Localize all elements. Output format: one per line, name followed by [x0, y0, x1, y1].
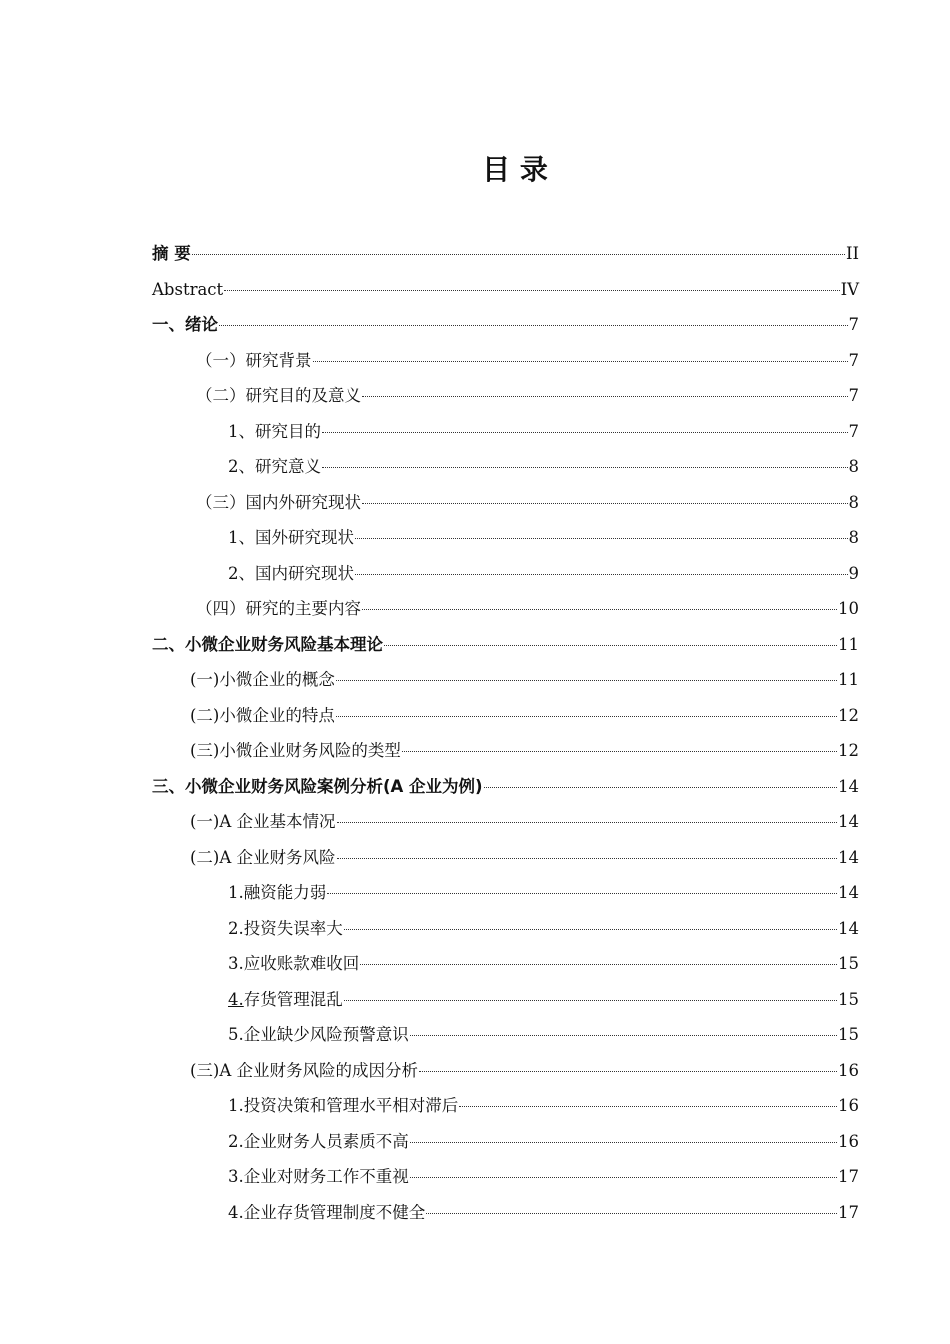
toc-entry-page-number: 7 — [848, 350, 859, 370]
toc-entry-label: (二)A 企业财务风险 — [190, 847, 336, 867]
toc-dot-leader — [355, 574, 848, 575]
toc-entry-label: 4.企业存货管理制度不健全 — [228, 1202, 426, 1222]
toc-dot-leader — [322, 432, 848, 433]
toc-entry-page-number: 16 — [838, 1096, 859, 1115]
toc-entry-label: 3.应收账款难收回 — [228, 954, 360, 973]
toc-entry[interactable] — [152, 591, 859, 627]
toc-entry[interactable] — [152, 911, 859, 947]
toc-entry-page-number: 17 — [838, 1202, 859, 1222]
toc-entry[interactable] — [152, 449, 859, 485]
toc-dot-leader — [336, 716, 837, 717]
toc-entry-page-number: 7 — [848, 315, 859, 334]
toc-entry[interactable] — [152, 1195, 859, 1231]
toc-entry[interactable] — [152, 1088, 859, 1124]
toc-dot-leader — [419, 1071, 837, 1072]
toc-dot-leader — [384, 645, 837, 646]
toc-entry-label: 摘 要 — [152, 244, 191, 263]
toc-dot-leader — [337, 858, 837, 859]
toc-entry-page-number: 12 — [838, 741, 859, 760]
toc-entry[interactable] — [152, 946, 859, 982]
toc-entry[interactable] — [152, 414, 859, 450]
toc-dot-leader — [322, 467, 848, 468]
toc-entry[interactable] — [152, 485, 859, 521]
toc-dot-leader — [360, 964, 837, 965]
toc-dot-leader — [327, 893, 837, 894]
toc-entry-page-number: 14 — [838, 812, 859, 831]
toc-entry-page-number: 11 — [838, 634, 859, 654]
toc-entry-page-number: 8 — [848, 492, 859, 512]
toc-entry[interactable] — [152, 272, 859, 308]
toc-entry-page-number: 8 — [848, 457, 859, 476]
toc-entry-page-number: II — [845, 244, 859, 263]
toc-entry[interactable] — [152, 698, 859, 734]
toc-dot-leader — [402, 751, 837, 752]
toc-entry-page-number: 11 — [838, 670, 859, 689]
toc-entry[interactable] — [152, 733, 859, 769]
toc-entry[interactable] — [152, 662, 859, 698]
toc-dot-leader — [355, 538, 848, 539]
toc-dot-leader — [344, 1000, 837, 1001]
toc-entry-page-number: 7 — [848, 421, 859, 441]
toc-entry[interactable] — [152, 1159, 859, 1195]
toc-dot-leader — [426, 1213, 837, 1214]
toc-entry[interactable] — [152, 875, 859, 911]
toc-entry-label: 1.投资决策和管理水平相对滞后 — [228, 1096, 459, 1115]
toc-entry[interactable] — [152, 982, 859, 1018]
toc-entry-page-number: 15 — [838, 954, 859, 973]
toc-entry[interactable] — [152, 840, 859, 876]
toc-dot-leader — [313, 361, 848, 362]
toc-entry-page-number: 9 — [848, 563, 859, 583]
toc-entry-label: 5.企业缺少风险预警意识 — [228, 1025, 409, 1044]
toc-entry-label: 一、绪论 — [152, 315, 218, 334]
toc-entry-page-number: 16 — [838, 1131, 859, 1151]
toc-entry-label: (一)A 企业基本情况 — [190, 812, 336, 831]
toc-entry[interactable] — [152, 556, 859, 592]
toc-dot-leader — [410, 1177, 837, 1178]
toc-entry-label: 1、国外研究现状 — [228, 528, 354, 547]
toc-entry-page-number: 14 — [838, 776, 859, 796]
toc-entry-page-number: 17 — [838, 1167, 859, 1186]
toc-entry[interactable] — [152, 627, 859, 663]
toc-dot-leader — [224, 290, 839, 291]
toc-dot-leader — [362, 503, 848, 504]
toc-entry-page-number: 12 — [838, 705, 859, 725]
toc-entry[interactable] — [152, 307, 859, 343]
toc-entry-label: (三)小微企业财务风险的类型 — [190, 741, 401, 760]
toc-entry-page-number: 16 — [838, 1060, 859, 1080]
toc-entry[interactable] — [152, 236, 859, 272]
toc-dot-leader — [362, 609, 837, 610]
toc-entry-label: （二）研究目的及意义 — [196, 386, 361, 405]
toc-dot-leader — [410, 1142, 837, 1143]
toc-entry-label: (一)小微企业的概念 — [190, 670, 335, 689]
toc-entry-label: （三）国内外研究现状 — [196, 492, 361, 512]
toc-dot-leader — [484, 787, 837, 788]
toc-entry-label: 2.投资失误率大 — [228, 918, 343, 938]
toc-entry-label: 2、国内研究现状 — [228, 563, 354, 583]
toc-entry-page-number: 14 — [838, 847, 859, 867]
toc-entry-label: 2.企业财务人员素质不高 — [228, 1131, 409, 1151]
toc-entry-page-number: 8 — [848, 528, 859, 547]
toc-entry-label: （一）研究背景 — [196, 350, 312, 370]
toc-entry-page-number: 7 — [848, 386, 859, 405]
toc-entry[interactable] — [152, 769, 859, 805]
toc-entry-page-number: 15 — [838, 1025, 859, 1044]
toc-entry-label: 2、研究意义 — [228, 457, 321, 476]
toc-dot-leader — [410, 1035, 837, 1036]
toc-entry-page-number: 14 — [838, 883, 859, 902]
toc-entry-label: 三、小微企业财务风险案例分析(A 企业为例) — [152, 776, 483, 796]
toc-entry-page-number: 15 — [838, 989, 859, 1009]
toc-dot-leader — [337, 822, 837, 823]
toc-entry-label: Abstract — [152, 279, 224, 299]
toc-dot-leader — [362, 396, 848, 397]
toc-entry-label: 二、小微企业财务风险基本理论 — [152, 634, 383, 654]
toc-entry-page-number: IV — [840, 279, 859, 299]
toc-title: 目 录 — [482, 153, 548, 186]
toc-list — [152, 236, 859, 1230]
toc-entry-page-number: 10 — [838, 599, 859, 618]
toc-entry[interactable] — [152, 1053, 859, 1089]
toc-dot-leader — [459, 1106, 837, 1107]
toc-entry[interactable] — [152, 804, 859, 840]
toc-entry-label: (二)小微企业的特点 — [190, 705, 335, 725]
toc-dot-leader — [344, 929, 837, 930]
toc-entry[interactable] — [152, 520, 859, 556]
toc-entry[interactable] — [152, 343, 859, 379]
toc-entry-label: (三)A 企业财务风险的成因分析 — [190, 1060, 419, 1080]
toc-entry[interactable] — [152, 378, 859, 414]
toc-entry-label: 3.企业对财务工作不重视 — [228, 1167, 409, 1186]
toc-dot-leader — [219, 325, 848, 326]
toc-entry-label: （四）研究的主要内容 — [196, 599, 361, 618]
toc-entry[interactable] — [152, 1017, 859, 1053]
toc-entry-label: 1.融资能力弱 — [228, 883, 327, 902]
toc-entry-label: 4.存货管理混乱 — [228, 989, 343, 1009]
toc-dot-leader — [192, 254, 845, 255]
toc-dot-leader — [336, 680, 837, 681]
toc-entry[interactable] — [152, 1124, 859, 1160]
toc-entry-label: 1、研究目的 — [228, 421, 321, 441]
toc-entry-page-number: 14 — [838, 918, 859, 938]
